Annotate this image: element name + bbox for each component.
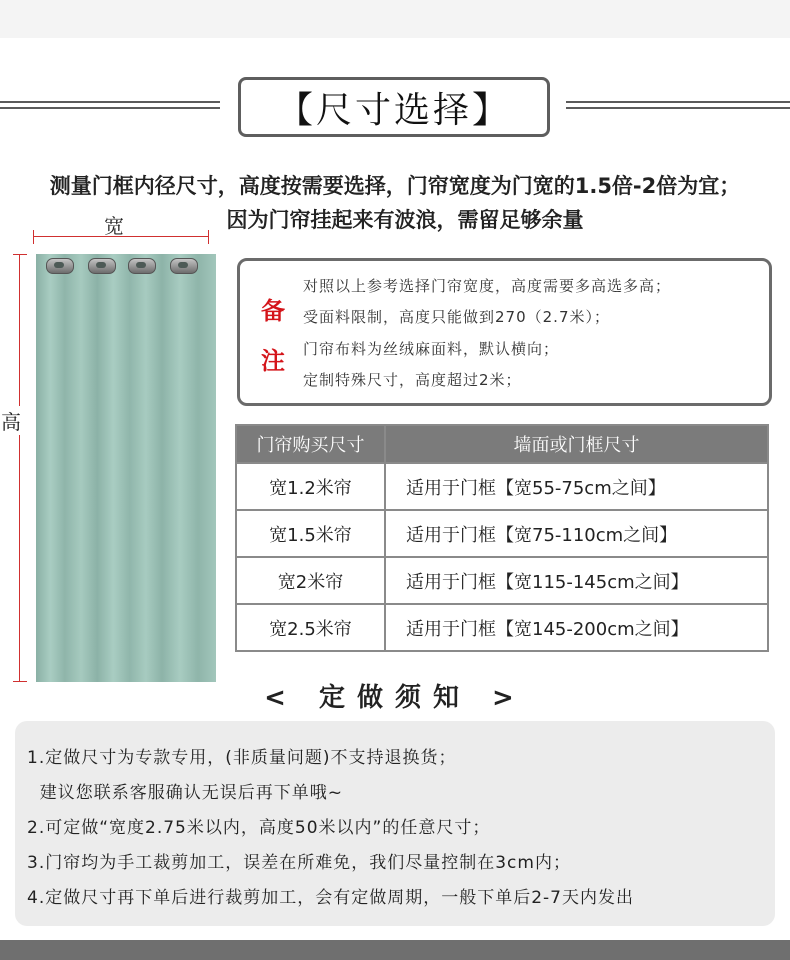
table-header-row [236,425,768,463]
table-row [236,463,768,510]
curtain-size-cell: 宽1.2米帘 [236,463,385,510]
table-row [236,604,768,651]
remarks-tag-2: 注 [261,347,285,375]
curtain-size-cell: 宽2.5米帘 [236,604,385,651]
remarks-tag-1: 备 [261,297,285,325]
grommet-icon [128,258,156,274]
column-header: 门帘购买尺寸 [236,425,385,463]
remarks-line: 门帘布料为丝绒麻面料，默认横向； [303,340,560,358]
curtain-size-cell: 宽2米帘 [236,557,385,604]
page-title: 【尺寸选择】 [238,77,550,137]
remarks-line: 受面料限制，高度只能做到270（2.7米）； [303,308,610,326]
height-label: 高 [1,406,21,435]
curtain-image [36,254,216,682]
bottom-band [0,940,790,960]
width-measure-line [33,236,209,237]
custom-notice-title: < 定做须知 > [264,683,526,713]
title-rule-left [0,101,220,109]
width-label: 宽 [104,214,124,238]
notice-line: 1.定做尺寸为专款专用，(非质量问题)不支持退换货； [27,748,457,768]
frame-size-cell: 适用于门框【宽115-145cm之间】 [385,557,768,604]
size-table [235,424,769,652]
column-header: 墙面或门框尺寸 [385,425,768,463]
height-measure-line [19,254,20,682]
intro-line-2: 因为门帘挂起来有波浪，需留足够余量 [226,208,584,232]
grommet-icon [170,258,198,274]
curtain-size-cell: 宽1.5米帘 [236,510,385,557]
remarks-box [237,258,772,406]
title-rule-right [566,101,790,109]
table-row [236,510,768,557]
grommet-icon [46,258,74,274]
custom-notice-box [15,721,775,926]
notice-line: 3.门帘均为手工裁剪加工，误差在所难免，我们尽量控制在3cm内； [27,853,571,873]
notice-line: 4.定做尺寸再下单后进行裁剪加工，会有定做周期，一般下单后2-7天内发出 [27,888,634,908]
table-row [236,557,768,604]
grommet-icon [88,258,116,274]
top-band [0,0,790,38]
frame-size-cell: 适用于门框【宽75-110cm之间】 [385,510,768,557]
frame-size-cell: 适用于门框【宽55-75cm之间】 [385,463,768,510]
frame-size-cell: 适用于门框【宽145-200cm之间】 [385,604,768,651]
remarks-line: 定制特殊尺寸，高度超过2米； [303,371,522,389]
intro-line-1: 测量门框内径尺寸，高度按需要选择，门帘宽度为门宽的1.5倍-2倍为宜； [49,174,741,198]
notice-line: 2.可定做“宽度2.75米以内，高度50米以内”的任意尺寸； [27,818,491,838]
notice-line: 建议您联系客服确认无误后再下单哦~ [27,783,344,803]
remarks-line: 对照以上参考选择门帘宽度，高度需要多高选多高； [303,277,672,295]
